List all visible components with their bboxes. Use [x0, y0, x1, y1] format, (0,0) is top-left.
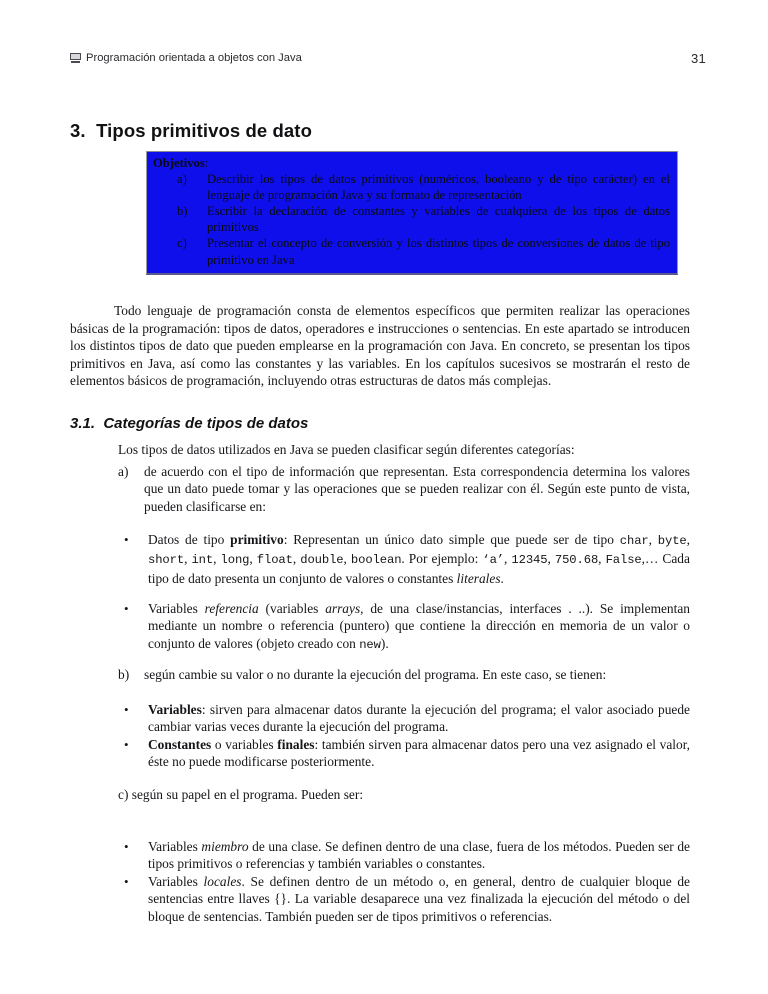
- list-item: [124, 600, 690, 654]
- list-marker-a: a): [118, 464, 129, 479]
- objectives-heading: [153, 155, 670, 171]
- objective-marker: b): [177, 204, 188, 219]
- objective-marker: c): [177, 236, 187, 251]
- list-item: [124, 736, 690, 771]
- list-item-b: [118, 666, 690, 683]
- list-item: [124, 873, 690, 925]
- section-lead-paragraph: Los tipos de datos utilizados en Java se pueden clasificar según diferentes categorías:: [118, 442, 575, 458]
- bullet-text: Variables locales. Se definen dentro de un método o, en general, dentro de cualquier bloque de sentencias entre llaves {}. La variable desaparece una vez finalizada la ejecución del método o del bloque de sentencias. También pueden ser de tipos primitivos o referencias.: [148, 874, 690, 924]
- bullet-text: Datos de tipo primitivo: Representan un único dato simple que puede ser de tipo char, byte, short, int, long, float, double, boolean. Por ejemplo: ‘a’, 12345, 750.68, False,… Cada tipo de dato presenta un conjunto de valores o constantes literales.: [148, 532, 690, 586]
- bullet-icon: •: [124, 839, 129, 854]
- objective-text: Presentar el concepto de conversión y los distintos tipos de conversiones de datos de tipo primitivo en Java: [207, 236, 670, 267]
- objective-item: [177, 235, 670, 267]
- objective-text: Escribir la declaración de constantes y variables de cualquiera de los tipos de datos primitivos: [207, 204, 670, 235]
- bullet-text: Constantes o variables finales: también sirven para almacenar datos pero una vez asignado el valor, éste no puede modificarse posteriormente.: [148, 737, 690, 770]
- list-item: [124, 838, 690, 873]
- list-text-a: de acuerdo con el tipo de información que representan. Esta correspondencia determina los valores que un dato puede tomar y las operaciones que se pueden realizar con él. Según este punto de vista, pueden clasificarse en:: [144, 464, 690, 514]
- list-text-b: según cambie su valor o no durante la ejecución del programa. En este caso, se tienen:: [144, 667, 607, 682]
- bullet-icon: •: [124, 532, 129, 547]
- bullet-icon: •: [124, 737, 129, 752]
- page-number: 31: [690, 50, 706, 66]
- chapter-heading: 3. Tipos primitivos de dato: [70, 120, 312, 142]
- objective-item: [177, 203, 670, 235]
- objective-text: Describir los tipos de datos primitivos (numéricos, booleano y de tipo carácter) en el lenguaje de programación Java y su formato de representación: [207, 172, 670, 203]
- header-title: Programación orientada a objetos con Java: [86, 52, 302, 64]
- bullet-text: Variables miembro de una clase. Se definen dentro de una clase, fuera de los métodos. Pueden ser de tipos primitivos o referencias y también variables o constantes.: [148, 839, 690, 872]
- list-marker-b: b): [118, 667, 130, 682]
- bullet-icon: •: [124, 601, 129, 616]
- bullet-icon: •: [124, 702, 129, 717]
- intro-paragraph: Todo lenguaje de programación consta de elementos específicos que permiten realizar las operaciones básicas de la programación: tipos de datos, operadores e instrucciones o sentencias. En este apartado se introducen los distintos tipos de dato que pueden emplearse en la programación con Java. En concreto, se presentan los tipos primitivos en Java, así como las constantes y las variables. En los capítulos sucesivos se mostrarán el resto de elementos básicos de programación, incluyendo otras estructuras de datos más complejas.: [70, 303, 690, 389]
- list-item-a: [118, 463, 690, 515]
- list-item: [124, 531, 690, 587]
- objectives-heading-colon: :: [204, 156, 209, 170]
- objectives-box: [146, 151, 678, 275]
- list-item: [124, 701, 690, 736]
- monitor-icon: [70, 53, 81, 63]
- page-header: [70, 48, 706, 68]
- objective-marker: a): [177, 172, 187, 187]
- bullet-icon: •: [124, 874, 129, 889]
- bullet-text: Variables referencia (variables arrays, de una clase/instancias, interfaces . ..). Se implementan mediante un nombre o referencia (puntero) que contiene la dirección en memoria de un valor o conjunto de valores (objeto creado con new).: [148, 601, 690, 652]
- objectives-heading-text: Objetivos: [153, 156, 205, 170]
- section-heading-3-1: 3.1. Categorías de tipos de datos: [70, 415, 309, 433]
- bullet-text: Variables: sirven para almacenar datos durante la ejecución del programa; el valor asociado puede cambiar varias veces durante la ejecución del programa.: [148, 702, 690, 735]
- header-left-group: [70, 52, 302, 64]
- objective-item: [177, 171, 670, 203]
- list-item-c: c) según su papel en el programa. Pueden ser:: [118, 787, 364, 802]
